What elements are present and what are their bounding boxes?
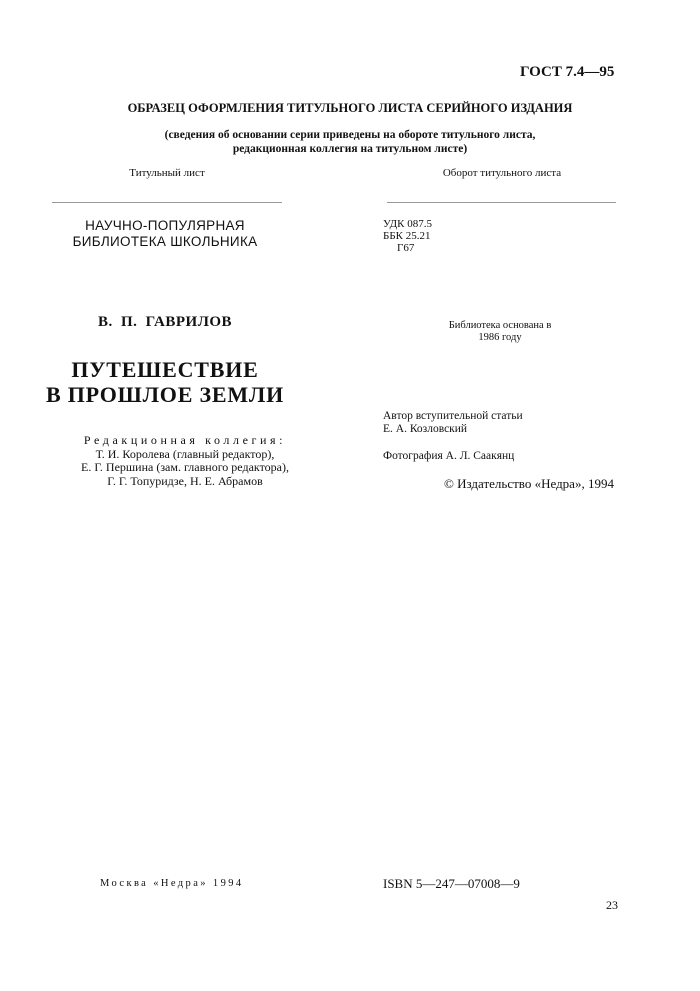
series-line: НАУЧНО-ПОПУЛЯРНАЯ [85,218,245,233]
photo-credit: Фотография А. Л. Саакянц [383,450,515,462]
editorial-board-member: Е. Г. Першина (зам. главного редактора), [81,460,289,474]
intro-author [383,410,523,436]
subheading-line: редакционная коллегия на титульном листе) [232,143,468,155]
classification-codes [383,218,432,254]
udk-code: УДК 087.5 [383,218,433,230]
document-subheading [0,128,700,156]
standard-number: ГОСТ 7.4—95 [520,64,615,80]
series-name [40,218,290,250]
reverse-page-label: Оборот титульного листа [442,167,562,179]
document-heading: ОБРАЗЕЦ ОФОРМЛЕНИЯ ТИТУЛЬНОГО ЛИСТА СЕРИЙНОГО ИЗДАНИЯ [127,101,573,115]
intro-author-name: Е. А. Козловский [383,423,468,435]
intro-author-label: Автор вступительной статьи [383,410,523,422]
title-line: ПУТЕШЕСТВИЕ [71,357,259,382]
publisher-imprint: Москва «Недра» 1994 [100,878,244,889]
editorial-board-member: Г. Г. Топуридзе, Н. Е. Абрамов [107,473,263,488]
copyright-notice: © Издательство «Недра», 1994 [444,476,614,491]
subheading-line: (сведения об основании серии приведены на обороте титульного листа, [164,129,536,141]
right-divider [387,202,616,203]
bbk-code: ББК 25.21 [383,230,431,242]
editorial-board-heading: Редакционная коллегия: [83,433,287,447]
founded-line: 1986 году [478,332,522,343]
series-line: БИБЛИОТЕКА ШКОЛЬНИКА [72,234,258,249]
book-author: В. П. ГАВРИЛОВ [97,314,233,330]
library-founded [410,320,590,344]
book-title [40,357,290,407]
author-sign: Г67 [397,242,415,254]
editorial-board [30,434,340,488]
founded-line: Библиотека основана в [448,320,552,331]
editorial-board-member: Т. И. Королева (главный редактор), [95,446,275,461]
page-number: 23 [606,898,618,912]
left-divider [52,202,282,203]
title-page-label: Титульный лист [129,167,205,179]
isbn: ISBN 5—247—07008—9 [383,876,520,891]
title-line: В ПРОШЛОЕ ЗЕМЛИ [45,382,285,407]
